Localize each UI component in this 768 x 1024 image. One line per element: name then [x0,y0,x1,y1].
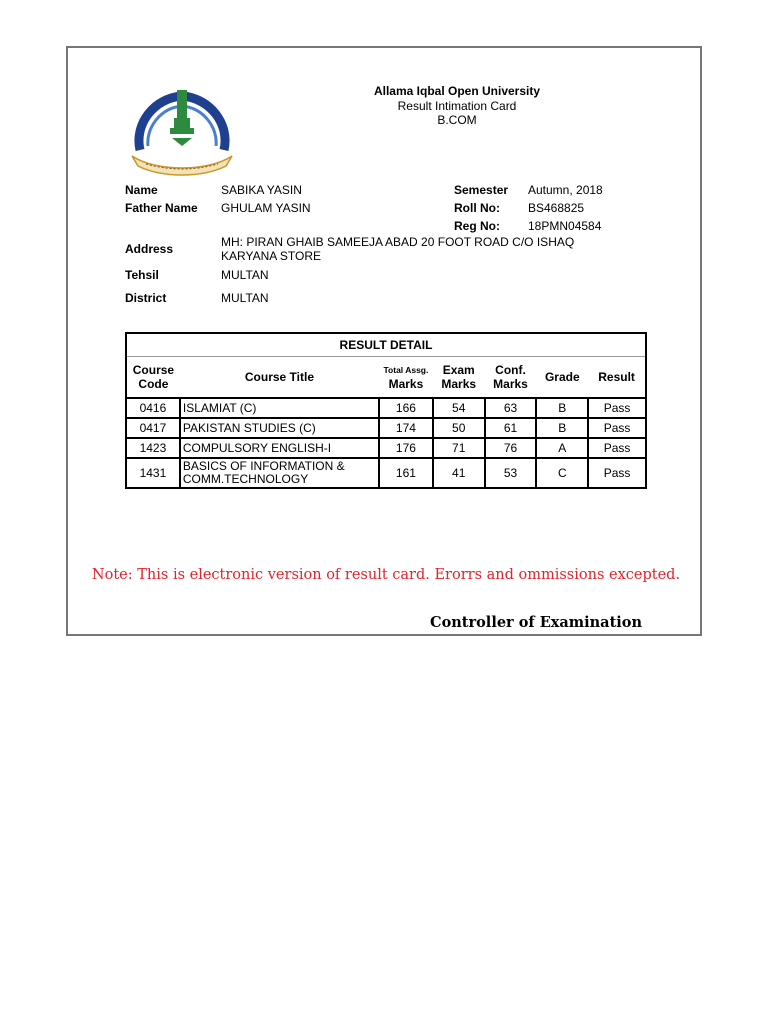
tehsil-value: MULTAN [221,268,269,282]
grade-cell: B [536,418,588,438]
university-crest-logo [126,84,238,176]
course-title-cell: ISLAMIAT (C) [180,398,379,418]
course-code-header [126,357,180,399]
conf-marks-header-line2: Marks [493,377,528,391]
total-assg-header [379,357,433,399]
document-header [328,84,586,128]
reg-no-label: Reg No: [454,219,500,233]
reg-no-value: 18PMN04584 [528,219,602,233]
exam-marks-header-line1: Exam [442,363,475,377]
exam-marks-cell: 41 [433,458,485,488]
total-assg-header-line1: Total Assg. [383,365,429,375]
course-code-cell: 1423 [126,438,180,458]
exam-marks-header [433,357,485,399]
table-row [126,438,646,458]
course-code-cell: 1431 [126,458,180,488]
exam-marks-cell: 50 [433,418,485,438]
total-assg-cell: 176 [379,438,433,458]
grade-header: Grade [544,370,580,384]
university-name: Allama Iqbal Open University [373,84,541,98]
course-code-header-line2: Code [138,377,169,391]
result-card [66,46,702,636]
table-row [126,418,646,438]
result-header: Result [598,370,635,384]
grade-cell: B [536,398,588,418]
program-name: B.COM [437,113,477,127]
father-name-value: GHULAM YASIN [221,201,311,215]
tehsil-label: Tehsil [125,268,159,282]
course-title-cell: COMPULSORY ENGLISH-I [180,438,379,458]
conf-marks-header-line1: Conf. [495,363,526,377]
conf-marks-cell: 53 [485,458,537,488]
disclaimer-note: Note: This is electronic version of result card. Erorrs and ommissions excepted. [91,567,681,583]
table-header-row [126,357,646,399]
result-cell: Pass [588,418,646,438]
total-assg-cell: 161 [379,458,433,488]
result-cell: Pass [588,398,646,418]
course-title-cell: BASICS OF INFORMATION & COMM.TECHNOLOGY [180,458,379,488]
controller-signature-label: Controller of Examination [430,614,642,631]
name-value: SABIKA YASIN [221,183,302,197]
conf-marks-header [485,357,537,399]
result-detail-title: RESULT DETAIL [126,333,646,357]
result-cell: Pass [588,438,646,458]
district-label: District [125,291,167,305]
roll-no-value: BS468825 [528,201,585,215]
exam-marks-header-line2: Marks [441,377,477,391]
grade-cell: A [536,438,588,458]
total-assg-header-line2: Marks [388,377,424,391]
address-label: Address [125,242,174,256]
father-name-label: Father Name [125,201,198,215]
conf-marks-cell: 61 [485,418,537,438]
semester-value: Autumn, 2018 [528,183,603,197]
exam-marks-cell: 54 [433,398,485,418]
course-code-cell: 0416 [126,398,180,418]
exam-marks-cell: 71 [433,438,485,458]
total-assg-cell: 174 [379,418,433,438]
course-code-cell: 0417 [126,418,180,438]
total-assg-cell: 166 [379,398,433,418]
semester-label: Semester [454,183,509,197]
course-code-header-line1: Course [132,363,175,377]
grade-cell: C [536,458,588,488]
district-value: MULTAN [221,291,269,305]
table-row [126,398,646,418]
result-detail-table [125,332,647,489]
name-label: Name [125,183,158,197]
conf-marks-cell: 63 [485,398,537,418]
result-cell: Pass [588,458,646,488]
roll-no-label: Roll No: [454,201,500,215]
card-title: Result Intimation Card [397,98,517,113]
table-row [126,458,646,488]
address-value: MH: PIRAN GHAIB SAMEEJA ABAD 20 FOOT ROAD C/O ISHAQ KARYANA STORE [221,235,575,263]
course-title-header: Course Title [244,370,315,384]
course-title-cell: PAKISTAN STUDIES (C) [180,418,379,438]
conf-marks-cell: 76 [485,438,537,458]
